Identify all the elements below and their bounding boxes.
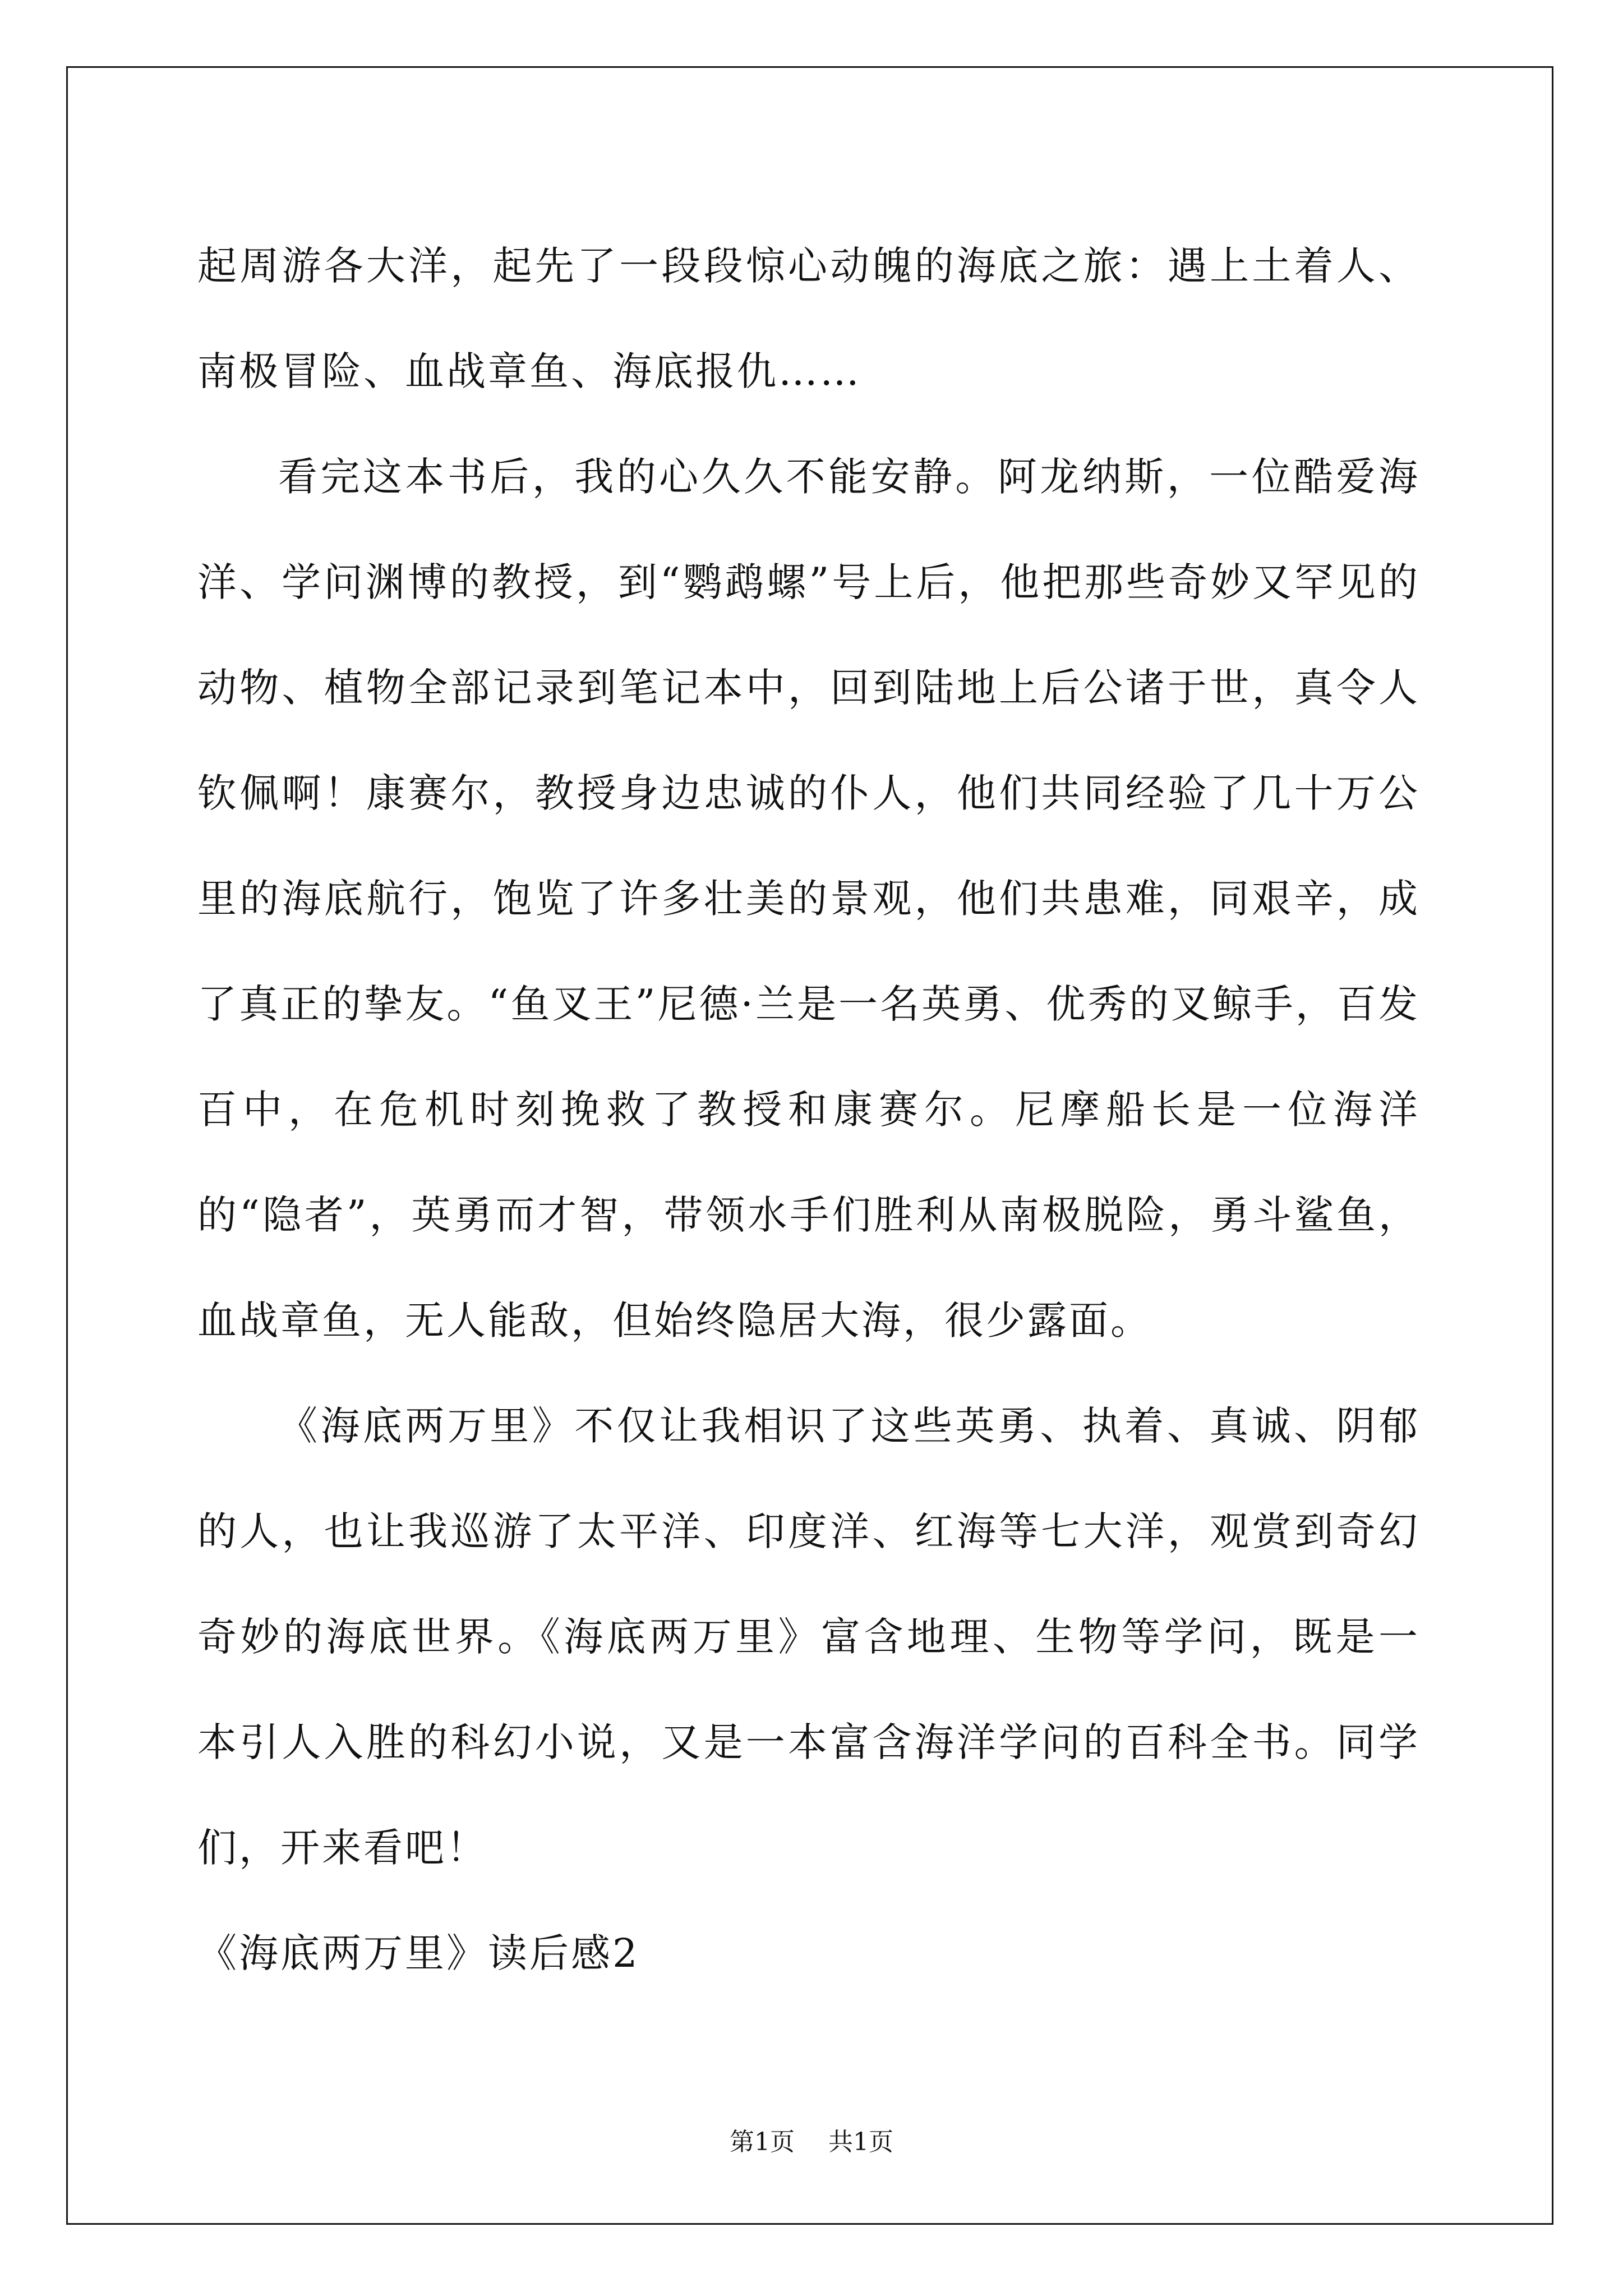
section-heading: 《海底两万里》读后感2 [197, 1930, 640, 1976]
page-footer [0, 2122, 1623, 2157]
paragraph-2: 看完这本书后，我的心久久不能安静。阿龙纳斯，一位酷爱海洋、学问渊博的教授，到“鹦鹉螺”号上后，他把那些奇妙又罕见的动物、植物全部记录到笔记本中，回到陆地上后公诸于世，真令人钦佩啊！康赛尔，教授身边忠诚的仆人，他们共同经验了几十万公里的海底航行，饱览了许多壮美的景观，他们共患难，同艰辛，成了真正的挚友。“鱼叉王”尼德·兰是一名英勇、优秀的叉鲸手，百发百中，在危机时刻挽救了教授和康赛尔。尼摩船长是一位海洋的“隐者”，英勇而才智，带领水手们胜利从南极脱险，勇斗鲨鱼，血战章鱼，无人能敌，但始终隐居大海，很少露面。 [197, 454, 1420, 1343]
document-body [197, 213, 1420, 2006]
paragraph-3: 《海底两万里》不仅让我相识了这些英勇、执着、真诚、阴郁的人，也让我巡游了太平洋、印度洋、红海等七大洋，观赏到奇幻奇妙的海底世界。《海底两万里》富含地理、生物等学问，既是一本引人入胜的科幻小说，又是一本富含海洋学问的百科全书。同学们，开来看吧！ [197, 1403, 1420, 1871]
page-number: 第1页 [730, 2128, 795, 2156]
paragraph-1: 起周游各大洋，起先了一段段惊心动魄的海底之旅：遇上土着人、南极冒险、血战章鱼、海底报仇…… [197, 243, 1420, 394]
page-total: 共1页 [828, 2128, 893, 2156]
